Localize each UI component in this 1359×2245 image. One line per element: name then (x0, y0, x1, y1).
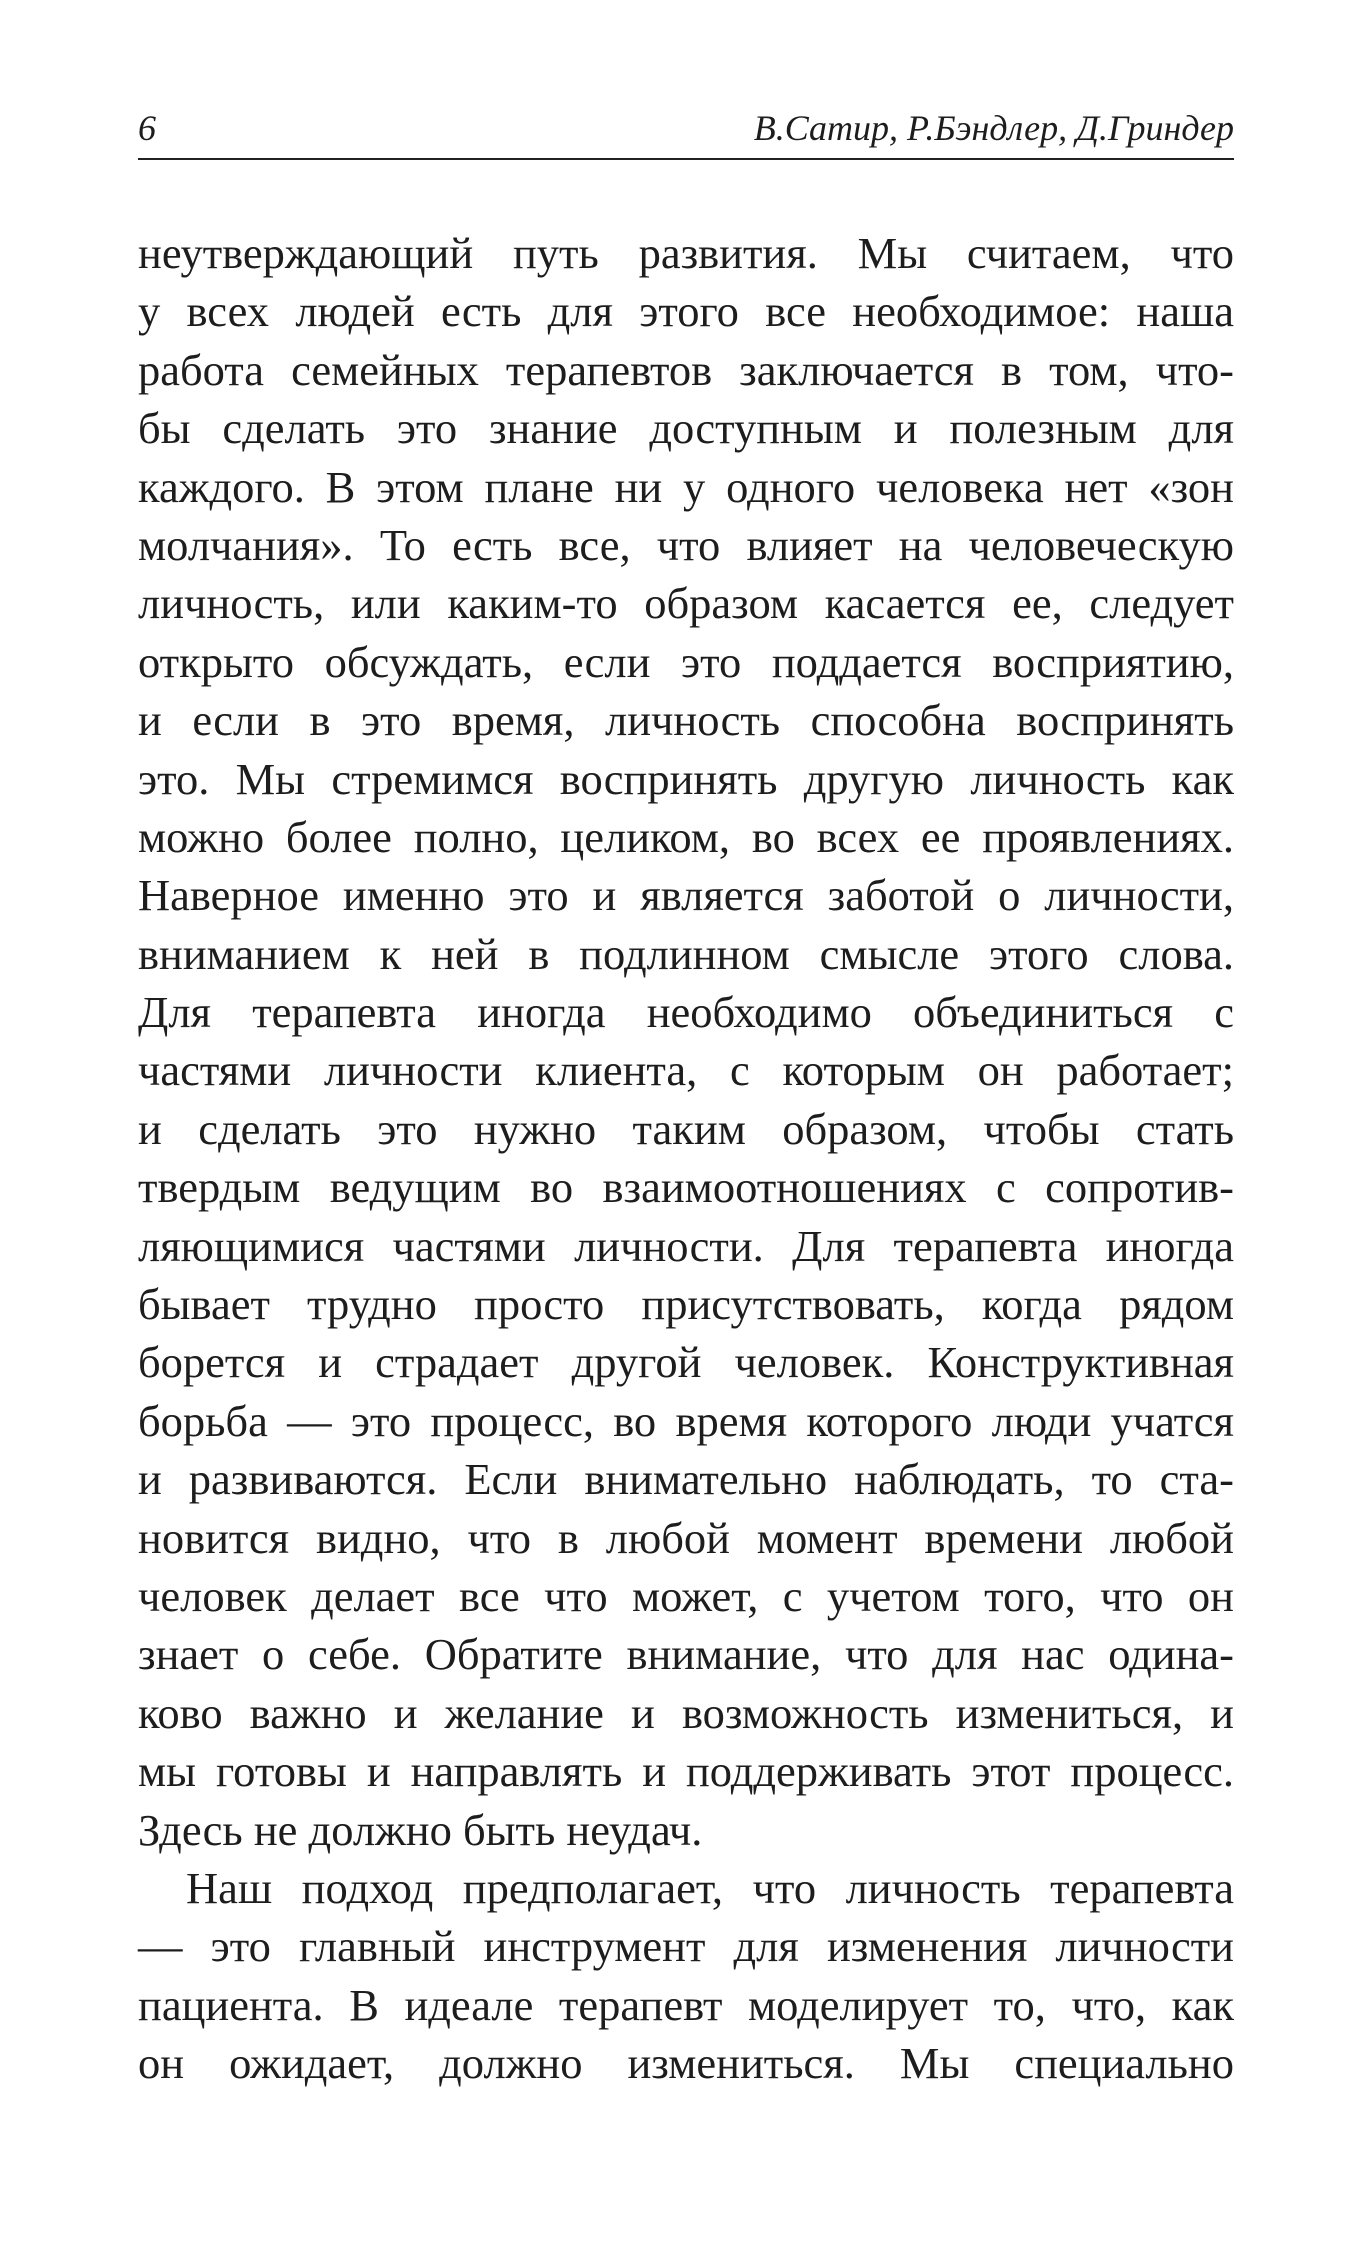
text-line: и развиваются. Если внимательно наблюдать, то ста- (138, 1454, 1234, 1505)
text-line: молчания». То есть все, что влияет на человеческую (138, 519, 1234, 570)
text-line: Наверное именно это и является заботой о личности, (138, 870, 1234, 921)
text-line: это. Мы стремимся воспринять другую личность как (138, 753, 1234, 804)
page-number: 6 (138, 108, 156, 148)
text-line: неутверждающий путь развития. Мы считаем, что (138, 228, 1234, 278)
paragraph-1 (138, 224, 1234, 1859)
text-line: Наш подход предполагает, что личность терапевта (186, 1862, 1234, 1913)
text-line: бы сделать это знание доступным и полезным для (138, 403, 1234, 454)
text-line: знает о себе. Обратите внимание, что для нас одина- (138, 1629, 1234, 1680)
text-line: работа семейных терапевтов заключается в том, что- (138, 344, 1234, 395)
text-line: открыто обсуждать, если это поддается восприятию, (138, 636, 1234, 687)
text-line: вниманием к ней в подлинном смысле этого слова. (138, 928, 1234, 979)
text-line: каждого. В этом плане ни у одного человека нет «зон (138, 461, 1234, 512)
text-line: ляющимися частями личности. Для терапевта иногда (138, 1220, 1234, 1271)
text-line: борется и страдает другой человек. Конструктивная (138, 1337, 1234, 1388)
paragraph-2 (138, 1859, 1234, 2093)
text-line: борьба — это процесс, во время которого люди учатся (138, 1395, 1234, 1446)
text-line: человек делает все что может, с учетом того, что он (138, 1570, 1234, 1621)
running-head (138, 98, 1234, 160)
text-line: личность, или каким-то образом касается ее, следует (138, 578, 1234, 629)
book-authors: В.Сатир, Р.Бэндлер, Д.Гриндер (753, 108, 1234, 148)
text-line: Здесь не должно быть неудач. (138, 1804, 703, 1855)
text-line: новится видно, что в любой момент времени любой (138, 1512, 1234, 1563)
body-text (138, 224, 1234, 2093)
text-line: у всех людей есть для этого все необходимое: наша (138, 286, 1234, 337)
text-line: можно более полно, целиком, во всех ее проявлениях. (138, 811, 1234, 862)
text-line: мы готовы и направлять и поддерживать этот процесс. (138, 1746, 1234, 1797)
text-line: — это главный инструмент для изменения личности (138, 1921, 1234, 1972)
book-page (138, 0, 1234, 2245)
text-line: пациента. В идеале терапевт моделирует то, что, как (138, 1979, 1234, 2030)
text-line: и если в это время, личность способна воспринять (138, 695, 1234, 746)
text-line: частями личности клиента, с которым он работает; (138, 1045, 1234, 1096)
text-line: твердым ведущим во взаимоотношениях с сопротив- (138, 1162, 1234, 1213)
text-line: ково важно и желание и возможность измениться, и (138, 1687, 1234, 1738)
text-line: бывает трудно просто присутствовать, когда рядом (138, 1279, 1234, 1330)
text-line: и сделать это нужно таким образом, чтобы стать (138, 1103, 1234, 1154)
text-line: Для терапевта иногда необходимо объединиться с (138, 987, 1234, 1038)
text-line: он ожидает, должно измениться. Мы специально (138, 2038, 1234, 2089)
